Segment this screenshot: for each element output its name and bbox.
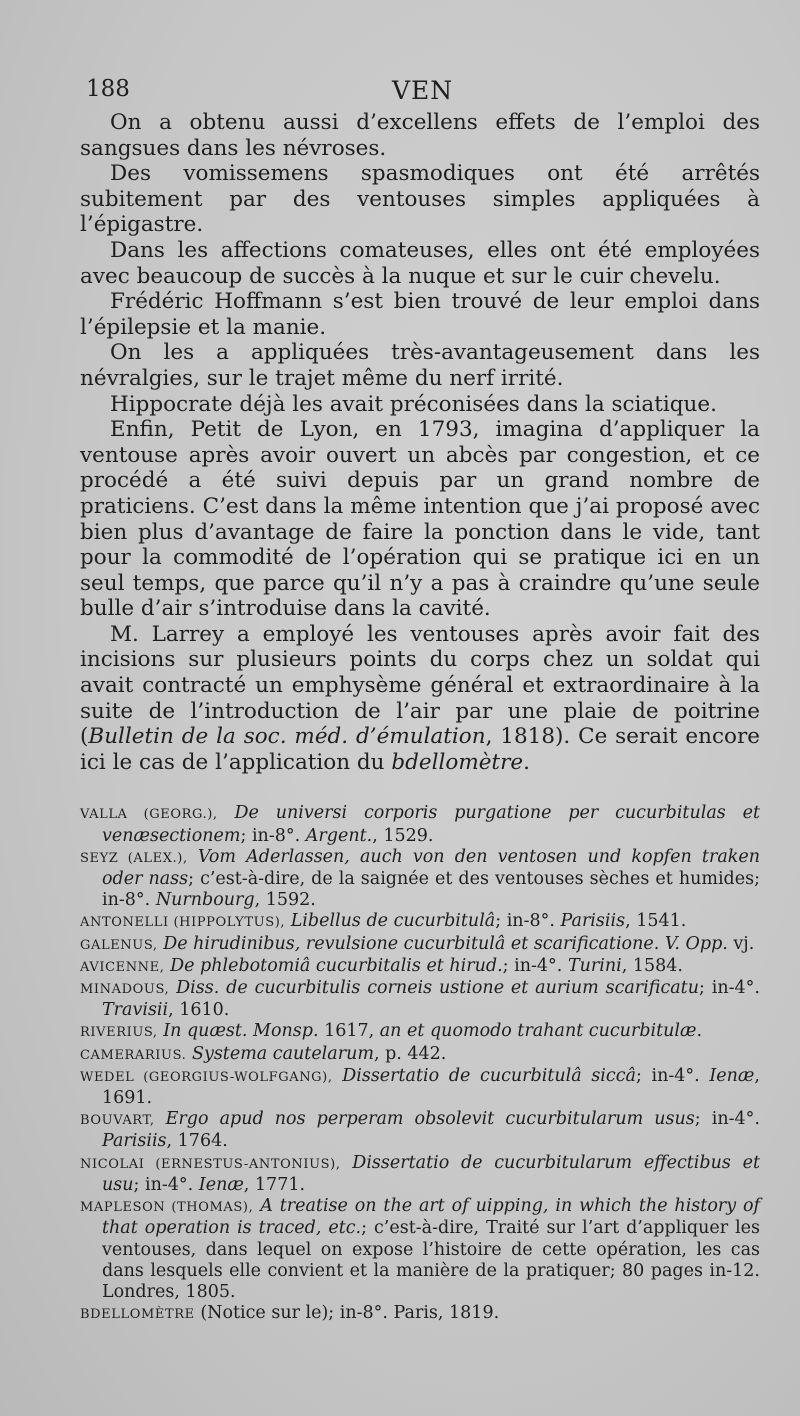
ref-title: Systema cautelarum [191,1043,374,1064]
bibliography [80,803,760,1325]
ref-details: (Notice sur le); in-8°. Paris, 1819. [194,1303,500,1324]
ref-place: Parisiis [560,911,626,932]
ref-details: ; in-4°. [133,1174,194,1195]
reference-entry [80,803,760,846]
reference-entry [80,1153,760,1196]
ref-title: Vom Aderlassen, auch von den ventosen und kopfen traken oder nass [102,846,760,890]
paragraph: Enfin, Petit de Lyon, en 1793, imagina d’appliquer la ventouse après avoir ouvert un abcès par congestion, et ce procédé a été suivi depuis par un grand nombre de praticiens. C’est dans la même intention que j’ai proposé avec bien plus d’avantage de faire la ponction dans le vide, tant pour la commodité de l’opération qui se pratique ici en un seul temps, que parce qu’il n’y a pas à craindre qu’une seule bulle d’air s’introduise dans la cavité. [80,417,760,622]
ref-details: 1617, [318,1021,380,1042]
ref-author: AVICENNE, [80,959,165,975]
ref-end: , 1541. [625,911,687,932]
ref-end: , 1592. [254,890,316,911]
ref-author: MAPLESON (THOMAS), [80,1200,254,1216]
ref-title: De universi corporis purgatione per cucurbitulas et venæsectionem [102,803,760,846]
ref-place: an et quomodo trahant cucurbitulæ [379,1021,697,1042]
reference-entry [80,934,760,956]
reference-entry [80,1196,760,1303]
paragraph-text: , 1818). Ce serait encore ici le cas de l’application du [80,724,760,775]
paragraph-text: M. Larrey a employé les ventouses après avoir fait des incisions sur plusieurs points du corps chez un soldat qui avait contracté un emphysème général et extraordinaire à la suite de l’introduction de l’air par une plaie de poitrine ( [80,621,760,750]
ref-place: Ienæ [709,1065,755,1086]
ref-place: Parisiis [102,1131,167,1152]
paragraph: On a obtenu aussi d’excellens effets de l’emploi des sangsues dans les névroses. [80,110,760,161]
paragraph: On les a appliquées très-avantageusement dans les névralgies, sur le trajet même du nerf irrité. [80,340,760,391]
ref-author: CAMERARIUS. [80,1047,187,1063]
ref-details: ; c’est-à-dire, Traité sur l’art d’appliquer les ventouses, dans lequel on expose l’histoire de cette opération, les cas dans lesquels elle convient et la manière de la pratiquer; 80 pages in-12. Londres, 1805. [102,1218,760,1302]
ref-end: , 1771. [243,1174,306,1195]
reference-entry [80,978,760,1021]
ref-author: NICOLAI (ERNESTUS-ANTONIUS), [80,1156,341,1172]
ref-end: , 1691. [102,1065,760,1109]
reference-entry [80,1066,760,1109]
ref-author: ANTONELLI (HIPPOLYTUS), [80,915,286,931]
citation-title: Bulletin de la soc. méd. d’émulation [88,724,486,750]
ref-details: , p. 442. [373,1043,447,1064]
reference-entry [80,1021,760,1043]
ref-author: GALENUS, [80,937,158,953]
paragraph: Hippocrate déjà les avait préconisées dans la sciatique. [110,391,717,417]
ref-details: ; in-4°. [635,1065,700,1086]
reference-entry [80,1109,760,1152]
term-bdellometre: bdellomètre [391,749,524,775]
reference-entry [80,956,760,978]
ref-end: , 1764. [166,1131,228,1152]
ref-author: SEYZ (ALEX.), [80,850,188,866]
reference-entry [80,1044,760,1066]
ref-title: Diss. de cucurbitulis corneis ustione et aurium scarificatu [176,978,699,999]
ref-end: . [696,1021,703,1042]
reference-entry [80,1303,760,1325]
ref-author: BOUVART, [80,1113,155,1129]
paragraph: Frédéric Hoffmann s’est bien trouvé de leur emploi dans l’épilepsie et la manie. [80,289,760,340]
ref-title: A treatise on the art of uipping, in which the history of that operation is traced, etc. [102,1196,760,1239]
running-head: VEN [392,76,454,105]
paragraph [80,622,760,776]
paragraph-text: . [523,749,530,775]
main-text [80,110,760,775]
ref-place: Turini [567,955,622,976]
ref-author: RIVERIUS, [80,1025,158,1041]
ref-author: MINADOUS, [80,982,170,998]
ref-end: , 1584. [621,955,683,976]
ref-details: vj. [727,933,755,954]
paragraph: Des vomissemens spasmodiques ont été arrêtés subitement par des ventouses simples appliquées à l’épigastre. [80,161,760,238]
ref-details: ; in-8°. [495,911,555,932]
ref-title: Dissertatio de cucurbitularum effectibus et usu [102,1152,760,1195]
ref-end: , 1529. [372,825,434,846]
page-number: 188 [86,76,130,102]
ref-title: De phlebotomiâ cucurbitalis et hirud. [170,955,503,976]
ref-title: In quæst. Monsp. [163,1021,319,1042]
book-page [80,70,760,1325]
ref-end: , 1610. [168,1000,230,1021]
ref-place: Travisii [102,1000,169,1021]
reference-entry [80,847,760,912]
ref-author: VALLA (GEORG.), [80,807,218,823]
ref-author: BDELLOMÈTRE [80,1307,195,1323]
ref-details: ; in-8°. [240,825,301,846]
ref-details: ; c’est-à-dire, de la saignée et des ventouses sèches et humides; in-8°. [102,869,760,911]
ref-title: De hirudinibus, revulsione cucurbitulâ et scarificatione. V. Opp. [163,933,728,954]
ref-title: Ergo apud nos perperam obsolevit cucurbitularum usus [165,1109,695,1130]
ref-place: Argent. [305,825,373,846]
ref-details: ; in-4°. [694,1109,760,1130]
paragraph: Dans les affections comateuses, elles ont été employées avec beaucoup de succès à la nuque et sur le cuir chevelu. [80,237,760,289]
ref-title: Dissertatio de cucurbitulâ siccâ [342,1065,636,1086]
page-header [80,70,760,110]
ref-title: Libellus de cucurbitulâ [290,911,496,932]
ref-place: Nurnbourg [155,890,255,911]
reference-entry [80,911,760,933]
ref-details: ; in-4°. [698,978,760,999]
ref-details: ; in-4°. [502,955,563,976]
ref-place: Ienæ [198,1174,244,1195]
ref-author: WEDEL (GEORGIUS-WOLFGANG), [80,1069,333,1085]
